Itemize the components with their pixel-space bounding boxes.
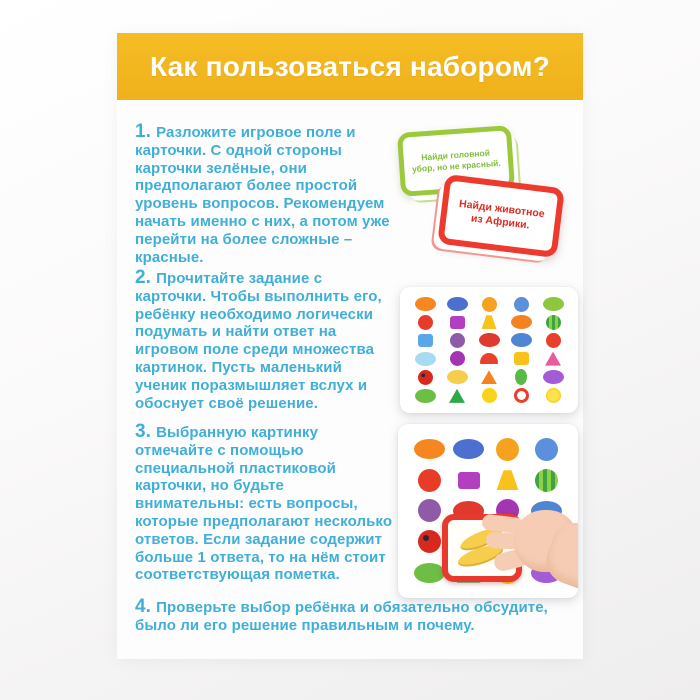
- game-field-marking-photo: [398, 424, 578, 598]
- sneakers-blue-icon: [447, 297, 468, 311]
- whale-blue-icon: [511, 333, 532, 347]
- book-blue-icon: [418, 334, 433, 347]
- heel-pink-icon: [545, 352, 561, 366]
- watermelon-icon: [546, 315, 561, 330]
- watermelon-icon: [535, 469, 558, 492]
- ladybug-red-icon: [418, 530, 441, 553]
- cactus-green-icon: [515, 369, 527, 385]
- beach-ball-blue-icon: [535, 438, 558, 461]
- mug-purple-icon: [458, 472, 480, 489]
- sneaker-orange-icon: [415, 297, 436, 311]
- step-number: 1.: [135, 121, 157, 142]
- clock-red-icon: [514, 388, 529, 403]
- plum-purple-icon: [450, 333, 465, 348]
- tangerine-icon: [496, 438, 519, 461]
- instruction-step-4: [135, 598, 582, 635]
- page-title: Как пользоваться набором?: [149, 50, 550, 82]
- tomato-icon: [418, 315, 433, 330]
- caterpillar-green-icon: [543, 297, 564, 311]
- ladybug-red-icon: [418, 370, 433, 385]
- chick-yellow-icon: [482, 388, 497, 403]
- tree-green-icon: [449, 389, 465, 403]
- tomato-icon: [418, 469, 441, 492]
- game-field-photo: [400, 287, 578, 413]
- sneaker-orange-icon: [414, 439, 445, 459]
- red-question-card: [437, 174, 565, 258]
- green-card-text: Найди головной убор, но не красный.: [411, 147, 502, 175]
- tangerine-icon: [482, 297, 497, 312]
- instruction-step-1: [135, 123, 395, 266]
- taxi-yellow-icon: [514, 352, 529, 365]
- instruction-step-2: [135, 269, 395, 412]
- instruction-sheet: [117, 33, 583, 659]
- step-number: 2.: [135, 267, 157, 288]
- mug-purple-icon: [450, 316, 465, 329]
- carrot-orange-icon: [481, 370, 497, 384]
- step-text: Выбранную картинку отмечайте с помощью специальной пластиковой карточки, но будьте внимательны: есть вопросы, которые предполагают несколько ответов. Если задание содержит больше 1 ответа, то на нём стоит соответствующая пометка.: [135, 424, 393, 584]
- page-title-banner: [117, 33, 583, 100]
- question-cards-photo: [395, 123, 583, 275]
- plum-purple-icon: [418, 499, 441, 522]
- beach-ball-blue-icon: [514, 297, 529, 312]
- step-text: Проверьте выбор ребёнка и обязательно обсудите, было ли его решение правильным и почему.: [135, 599, 548, 634]
- instruction-step-3: [135, 423, 395, 584]
- plane-purple-icon: [543, 370, 564, 384]
- red-card-text: Найди животное из Африки.: [458, 197, 546, 232]
- flying-saucer-blue-icon: [415, 352, 436, 366]
- fox-orange-icon: [511, 315, 532, 329]
- step-number: 3.: [135, 421, 157, 442]
- step-number: 4.: [135, 596, 157, 617]
- dress-yellow-icon: [497, 470, 519, 490]
- step-text: Разложите игровое поле и карточки. С одной стороны карточки зелёные, они предполагают более простой уровень вопросов. Рекомендуем начать именно с них, а потом уже перейти на более сложные – красные.: [135, 124, 390, 266]
- cap-red-icon: [480, 353, 498, 364]
- crocodile-green-icon: [415, 389, 436, 403]
- dress-yellow-icon: [482, 315, 497, 329]
- step-text: Прочитайте задание с карточки. Чтобы выполнить его, ребёнку необходимо логически подумать и найти ответ на игровом поле среди множества картинок. Пусть маленький ученик поразмышляет вслух и обоснует своё решение.: [135, 270, 382, 412]
- socks-red-icon: [479, 333, 500, 347]
- bananas-yellow-icon: [447, 370, 468, 384]
- game-field-icons: [400, 287, 578, 413]
- apple-red-icon: [546, 333, 561, 348]
- balloon-purple-icon: [450, 351, 465, 366]
- crocodile-green-icon: [414, 563, 445, 583]
- sun-yellow-icon: [546, 388, 561, 403]
- socks-blue-icon: [453, 439, 484, 459]
